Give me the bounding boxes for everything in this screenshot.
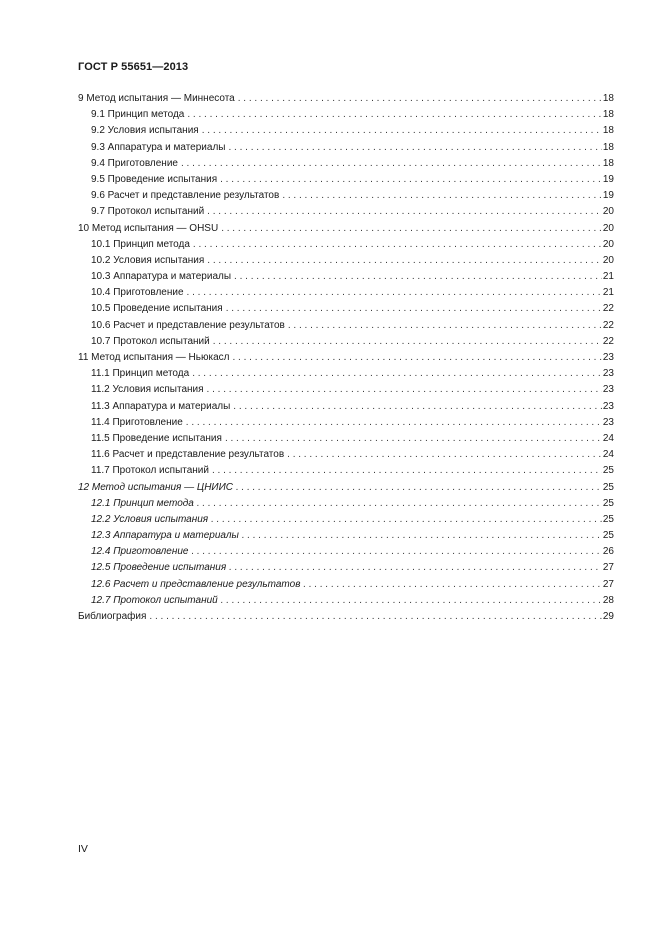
toc-entry-title: 9.3 Аппаратура и материалы <box>91 141 226 153</box>
dot-leader <box>207 204 602 220</box>
dot-leader <box>220 172 602 188</box>
toc-entry-page: 24 <box>602 432 614 444</box>
toc-entry-title: 10.2 Условия испытания <box>91 254 205 266</box>
toc-entry-page: 27 <box>602 562 614 574</box>
table-of-contents <box>78 91 614 625</box>
toc-entry-title: 9 Метод испытания — Миннесота <box>78 93 235 104</box>
dot-leader <box>242 528 602 544</box>
toc-entry[interactable] <box>78 140 614 156</box>
toc-entry-title: 12.4 Приготовление <box>91 546 189 558</box>
toc-entry-title: 10 Метод испытания — OHSU <box>78 222 219 234</box>
toc-entry-title: 12.6 Расчет и представление результатов <box>91 578 301 590</box>
dot-leader <box>221 221 602 237</box>
toc-entry-page: 20 <box>602 206 614 218</box>
toc-entry-title: 9.2 Условия испытания <box>91 125 199 137</box>
dot-leader <box>213 334 602 350</box>
toc-entry-page: 27 <box>602 578 614 590</box>
toc-entry-title: 12 Метод испытания — ЦНИИС <box>78 481 233 493</box>
toc-entry-page: 18 <box>602 109 614 121</box>
toc-entry-title: 11.7 Протокол испытаний <box>91 465 209 477</box>
dot-leader <box>207 253 602 269</box>
toc-entry-page: 23 <box>602 368 614 380</box>
document-header: ГОСТ Р 55651—2013 <box>78 61 189 73</box>
toc-entry-page: 19 <box>602 190 614 202</box>
toc-entry-title: 10.6 Расчет и представление результатов <box>91 319 285 331</box>
toc-entry[interactable] <box>78 123 614 139</box>
toc-entry-page: 23 <box>602 384 614 396</box>
toc-entry-page: 21 <box>602 271 614 283</box>
toc-entry-page: 24 <box>602 449 614 461</box>
toc-entry-page: 25 <box>602 465 614 477</box>
dot-leader <box>207 382 602 398</box>
dot-leader <box>234 269 602 285</box>
toc-entry-page: 25 <box>602 530 614 542</box>
toc-entry-title: 11.3 Аппаратура и материалы <box>91 400 231 412</box>
toc-entry[interactable] <box>78 107 614 123</box>
toc-entry[interactable] <box>78 253 614 269</box>
toc-entry-title: 11.6 Расчет и представление результатов <box>91 449 285 461</box>
toc-entry-page: 21 <box>602 287 614 299</box>
dot-leader <box>187 107 602 123</box>
dot-leader <box>202 123 602 139</box>
dot-leader <box>232 350 601 366</box>
toc-entry-title: 12.5 Проведение испытания <box>91 562 227 574</box>
toc-entry[interactable] <box>78 334 614 350</box>
toc-entry-page: 22 <box>602 303 614 315</box>
toc-entry[interactable] <box>78 593 614 609</box>
toc-entry[interactable] <box>78 431 614 447</box>
toc-entry-title: 11.5 Проведение испытания <box>91 432 222 444</box>
toc-entry[interactable] <box>78 609 614 625</box>
toc-entry[interactable] <box>78 172 614 188</box>
dot-leader <box>212 463 602 479</box>
toc-entry-page: 23 <box>602 400 614 412</box>
toc-entry[interactable] <box>78 91 614 107</box>
toc-entry-page: 18 <box>602 141 614 153</box>
toc-entry-page: 18 <box>602 125 614 137</box>
toc-entry[interactable] <box>78 301 614 317</box>
toc-entry[interactable] <box>78 350 614 366</box>
toc-entry-title: Библиография <box>78 611 147 622</box>
toc-entry[interactable] <box>78 415 614 431</box>
toc-entry-page: 18 <box>602 157 614 169</box>
dot-leader <box>225 431 602 447</box>
dot-leader <box>187 285 602 301</box>
toc-entry-title: 10.7 Протокол испытаний <box>91 335 210 347</box>
toc-entry[interactable] <box>78 512 614 528</box>
toc-entry-page: 22 <box>602 319 614 331</box>
page-number: IV <box>78 843 88 855</box>
toc-entry-page: 20 <box>602 222 614 234</box>
dot-leader <box>303 577 601 593</box>
toc-entry[interactable] <box>78 528 614 544</box>
dot-leader <box>288 318 602 334</box>
toc-entry-page: 25 <box>602 481 614 493</box>
toc-entry[interactable] <box>78 560 614 576</box>
toc-entry-page: 23 <box>602 352 614 363</box>
toc-entry[interactable] <box>78 382 614 398</box>
toc-entry-page: 28 <box>602 594 614 606</box>
toc-entry-title: 12.2 Условия испытания <box>91 513 209 525</box>
dot-leader <box>193 237 602 253</box>
dot-leader <box>221 593 602 609</box>
dot-leader <box>192 544 602 560</box>
toc-entry-title: 10.3 Аппаратура и материалы <box>91 271 232 283</box>
toc-entry-title: 9.7 Протокол испытаний <box>91 206 205 218</box>
toc-entry[interactable] <box>78 188 614 204</box>
toc-entry-page: 18 <box>602 93 614 104</box>
dot-leader <box>229 560 602 576</box>
dot-leader <box>211 512 602 528</box>
toc-entry[interactable] <box>78 204 614 220</box>
toc-entry-title: 11.2 Условия испытания <box>91 384 204 396</box>
toc-entry-page: 20 <box>602 254 614 266</box>
dot-leader <box>228 140 601 156</box>
dot-leader <box>238 91 602 107</box>
dot-leader <box>233 399 602 415</box>
toc-entry-title: 11 Метод испытания — Ньюкасл <box>78 352 230 363</box>
toc-entry[interactable] <box>78 156 614 172</box>
dot-leader <box>236 480 602 496</box>
toc-entry-page: 25 <box>602 497 614 509</box>
toc-entry[interactable] <box>78 447 614 463</box>
toc-entry[interactable] <box>78 366 614 382</box>
toc-entry[interactable] <box>78 577 614 593</box>
toc-entry[interactable] <box>78 496 614 512</box>
dot-leader <box>149 609 601 625</box>
toc-entry[interactable] <box>78 399 614 415</box>
toc-entry-page: 19 <box>602 173 614 185</box>
toc-entry-page: 29 <box>602 611 614 622</box>
toc-entry-title: 9.1 Принцип метода <box>91 109 185 121</box>
toc-entry-title: 12.3 Аппаратура и материалы <box>91 530 239 542</box>
toc-entry[interactable] <box>78 269 614 285</box>
toc-entry-title: 11.4 Приготовление <box>91 416 183 428</box>
toc-entry-page: 26 <box>602 546 614 558</box>
toc-entry-title: 10.1 Принцип метода <box>91 238 190 250</box>
dot-leader <box>287 447 602 463</box>
dot-leader <box>186 415 602 431</box>
toc-entry[interactable] <box>78 318 614 334</box>
toc-entry-title: 12.1 Принцип метода <box>91 497 194 509</box>
toc-entry[interactable] <box>78 544 614 560</box>
toc-entry-page: 20 <box>602 238 614 250</box>
dot-leader <box>282 188 602 204</box>
dot-leader <box>226 301 602 317</box>
dot-leader <box>181 156 602 172</box>
toc-entry-title: 11.1 Принцип метода <box>91 368 190 380</box>
toc-entry-page: 22 <box>602 335 614 347</box>
toc-entry-title: 12.7 Протокол испытаний <box>91 594 218 606</box>
dot-leader <box>192 366 602 382</box>
dot-leader <box>197 496 602 512</box>
toc-entry-title: 10.4 Приготовление <box>91 287 184 299</box>
toc-entry[interactable] <box>78 463 614 479</box>
toc-entry[interactable] <box>78 480 614 496</box>
toc-entry-title: 9.6 Расчет и представление результатов <box>91 190 280 202</box>
toc-entry-title: 9.4 Приготовление <box>91 157 178 169</box>
toc-entry-page: 23 <box>602 416 614 428</box>
toc-entry-title: 10.5 Проведение испытания <box>91 303 223 315</box>
toc-entry-page: 25 <box>602 513 614 525</box>
toc-entry[interactable] <box>78 285 614 301</box>
toc-entry[interactable] <box>78 237 614 253</box>
toc-entry[interactable] <box>78 221 614 237</box>
toc-entry-title: 9.5 Проведение испытания <box>91 173 218 185</box>
